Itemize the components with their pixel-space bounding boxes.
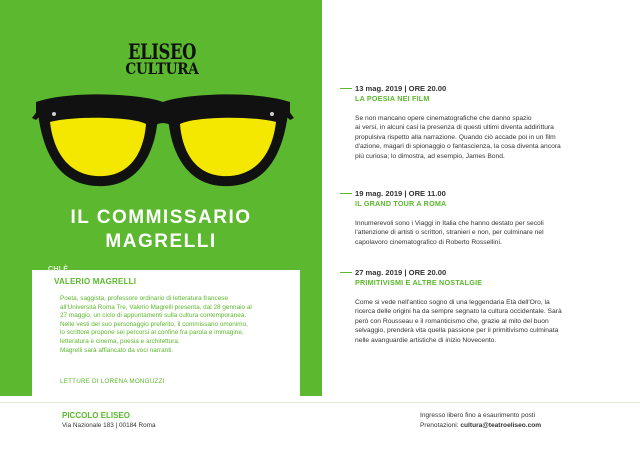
venue-address: Via Nazionale 183 | 00184 Roma [62,422,156,429]
venue-name: PICCOLO ELISEO [62,411,131,420]
page-title [0,206,322,254]
event-date-line [355,189,617,199]
readings-credit: LETTURE DI LORENA MONGUZZI [60,378,165,385]
author-name: VALERIO MAGRELLI [54,277,137,286]
event-body-line: l'attenzione di artisti o scrittori, stranieri e non, per culminare nel [355,229,544,237]
logo-top-text: ELISEO [128,39,196,64]
booking-line [420,421,541,431]
author-bio [60,295,292,355]
event-body [355,114,617,161]
divider [340,88,352,89]
eliseo-cultura-logo [112,39,212,78]
event-date: 13 mag. 2019 [355,84,403,93]
title-line-2: MAGRELLI [105,231,217,252]
event-body-line: d'azione, magari di spionaggio o fantascienza, la cosa diventa ancora [355,143,561,151]
divider [340,272,352,273]
event-body-line: più curiosa; lo dimostra, ad esempio, James Bond. [355,152,505,160]
sunglasses-icon [32,88,294,192]
event-time: | ORE 20.00 [404,84,447,93]
event-time: | ORE 20.00 [404,268,447,277]
divider [340,193,352,194]
event-body-line: Innumerevoli sono i Viaggi in Italia che hanno destato per secoli [355,220,544,227]
bio-line: Magrelli sarà affiancato da voci narranti. [60,346,174,354]
event-date-line [355,84,617,94]
event-body-line: propulsiva rispetto alla narrazione. Quando ciò accade poi in un film [355,133,556,141]
bio-line: 27 maggio, un ciclo di appuntamenti sulla cultura contemporanea. [60,312,247,320]
event-date: 19 mag. 2019 [355,189,403,198]
event-body-line: ai versi, in alcuni casi la presenza di questi ultimi diventa addirittura [355,124,554,132]
event-body-line: Come si vede nell'antico sogno di una leggendaria Età dell'Oro, la [355,299,550,306]
entry-note: Ingresso libero fino a esaurimento posti [420,412,536,419]
event-title: PRIMITIVISMI E ALTRE NOSTALGIE [355,278,483,287]
bio-line: Poeta, saggista, professore ordinario di letteratura francese [60,295,229,302]
booking-info [420,411,541,431]
event-1 [355,84,617,161]
bio-line: letteratura e cinema, poesia e architettura. [60,337,180,345]
chi-e-label: CHI È [48,266,69,273]
event-body-line: ricerca delle origini ha da sempre segnato la cultura occidentale. Sarà [355,308,562,316]
event-body [355,219,617,247]
booking-email[interactable]: cultura@teatroeliseo.com [460,422,542,429]
logo-bottom-text: CULTURA [125,59,199,78]
event-body [355,298,617,345]
bio-line: all'Università Roma Tre, Valerio Magrelli presenta, dal 28 gennaio al [60,303,252,311]
event-date: 27 mag. 2019 [355,268,403,277]
bio-line: Nelle vesti del suo personaggio preferito, il commissario omonimo, [60,320,248,328]
title-line-1: IL COMMISSARIO [70,207,252,228]
event-body-line: Se non mancano opere cinematografiche che danno spazio [355,115,532,122]
event-time: | ORE 11.00 [404,189,446,198]
footer-divider [0,402,640,403]
event-body-line: però con Rousseau e il romanticismo che, grazie al mito del buon [355,317,549,325]
event-date-line [355,268,617,278]
booking-label: Prenotazioni: [420,422,459,429]
event-2 [355,189,617,247]
event-body-line: nelle avanguardie artistiche di inizio Novecento. [355,336,497,344]
event-3 [355,268,617,345]
event-body-line: capolavoro cinematografico di Roberto Rossellini. [355,238,502,246]
bio-line: lo scrittore propone sei percorsi al confine fra parola e immagine, [60,329,244,337]
event-body-line: selvaggio, prenderà vita quella passione per il primitivismo culminata [355,327,559,335]
event-title: IL GRAND TOUR A ROMA [355,199,447,208]
event-title: LA POESIA NEI FILM [355,94,430,103]
